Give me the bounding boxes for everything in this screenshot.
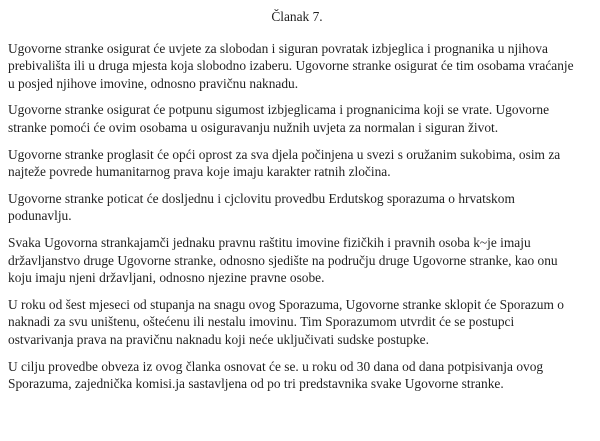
paragraph-6: U roku od šest mjeseci od stupanja na snagu ovog Sporazuma, Ugovorne stranke sklopit će Sporazum o naknadi za svu uništenu, oštećenu ili nestalu imovinu. Tim Sporazumom utvrdit će se postupci ostvarivanja prava na pravičnu naknadu koji neće uključivati sudske postupke. bbox=[8, 296, 564, 347]
article-heading: Članak 7. bbox=[271, 9, 323, 24]
paragraph-2: Ugovorne stranke osigurat će potpunu sigumost izbjeglicama i prognanicima koji se vrate. Ugovorne stranke pomoći će ovim osobama u osiguravanju nužnih uvjeta za normalan i siguran život. bbox=[8, 102, 550, 135]
paragraph-7: U cilju provedbe obveza iz ovog članka osnovat će se. u roku od 30 dana od dana potpisivanja ovog Sporazuma, zajednička komisi.ja sastavljena od po tri predstavnika svake Ugovorne stranke. bbox=[8, 358, 544, 392]
paragraph-3: Ugovorne stranke proglasit će opći oprost za sva djela počinjena u svezi s oružanim sukobima, osim za najteže povrede humanitarnog prava koje imaju karakter ratnih zločina. bbox=[8, 146, 561, 180]
paragraph-5: Svaka Ugovorna strankajamči jednaku pravnu raštitu imovine fizičkih i pravnih osoba k~je imaju državljanstvo druge Ugovorne stranke, odnosno sjedište na području druge Ugovorne stranke, kao onu koju imaju njeni državljani, odnosno njezine pravne osobe. bbox=[8, 234, 558, 286]
paragraph-4: Ugovorne stranke poticat će dosljednu i cjclovitu provedbu Erdutskog sporazuma o hrvatskom podunavlju. bbox=[8, 190, 515, 224]
paragraph-1: Ugovorne stranke osigurat će uvjete za slobodan i siguran povratak izbjeglica i prognanika u njihova prebivališta ili u druga mjesta koja slobodno izaberu. Ugovorne stranke osigurat će tim osobama vraćanje u posjed njihove imovine, odnosno pravičnu naknadu. bbox=[8, 40, 574, 91]
